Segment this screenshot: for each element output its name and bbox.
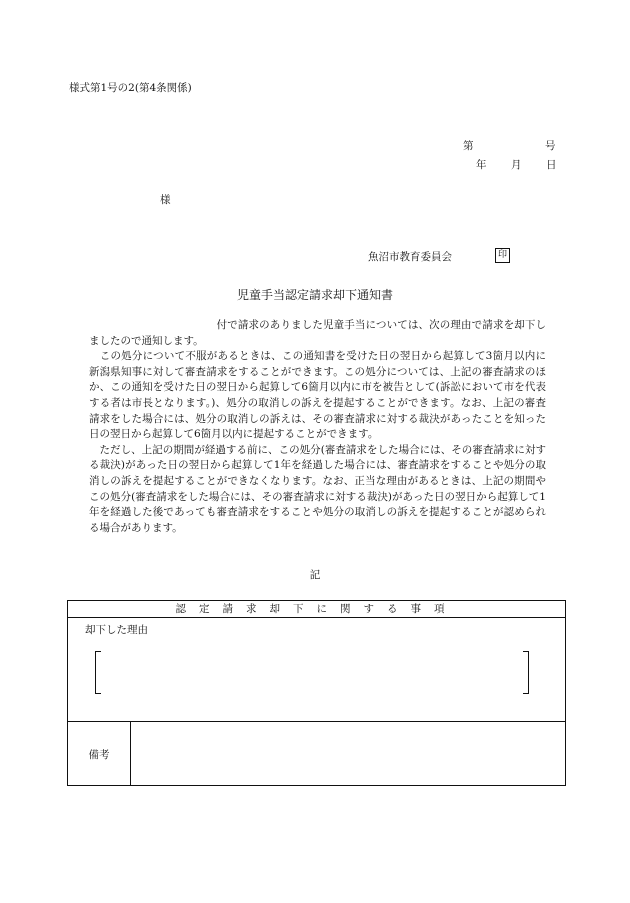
date-year: 年: [476, 159, 487, 171]
body-paragraph-appeal: この処分について不服があるときは、この通知書を受けた日の翌日から起算して3箇月以内に新潟県知事に対して審査請求をすることができます。この処分については、上記の審査請求のほか、この通知を受けた日の翌日から起算して6箇月以内に市を被告として(訴訟において市を代表する者は市長となります。)、処分の取消しの訴えを提起することができます。なお、上記の審査請求をした場合には、処分の取消しの訴えは、その審査請求に対する裁決があったことを知った日の翌日から起算して6箇月以内に提起することができます。: [89, 350, 546, 441]
notice-body: [89, 318, 546, 536]
body-paragraph-intro: 付で請求のありました児童手当については、次の理由で請求を却下しましたので通知します。: [89, 319, 546, 347]
rejection-details-table: [67, 600, 566, 786]
remarks-label: 備考: [88, 748, 110, 761]
seal-mark: 印: [495, 248, 510, 263]
doc-number-suffix: 号: [545, 140, 556, 152]
date-day: 日: [546, 159, 557, 171]
date-month: 月: [511, 159, 522, 171]
table-header: 認定請求却下に関する事項: [68, 601, 565, 618]
document-title: 児童手当認定請求却下通知書: [236, 288, 393, 302]
issuer-name: 魚沼市教育委員会: [368, 251, 452, 263]
remarks-row: [68, 721, 565, 786]
remarks-label-cell: [68, 722, 131, 786]
rejection-reason-label: 却下した理由: [85, 624, 148, 636]
addressee-honorific: 様: [160, 194, 171, 206]
form-number: 様式第1号の2(第4条関係): [69, 82, 192, 94]
reason-bracket-left: [95, 651, 101, 694]
ki-heading: 記: [309, 569, 321, 581]
body-paragraph-proviso: ただし、上記の期間が経過する前に、この処分(審査請求をした場合には、その審査請求に対する裁決)があった日の翌日から起算して1年を経過した場合には、審査請求をすることや処分の取消しの訴えを提起することができなくなります。なお、正当な理由があるときは、上記の期間やこの処分(審査請求をした場合には、その審査請求に対する裁決)があった日の翌日から起算して1年を経過した後であっても審査請求をすることや処分の取消しの訴えを提起することが認められる場合があります。: [89, 443, 546, 534]
doc-number-prefix: 第: [463, 140, 474, 152]
reason-bracket-right: [523, 651, 529, 694]
